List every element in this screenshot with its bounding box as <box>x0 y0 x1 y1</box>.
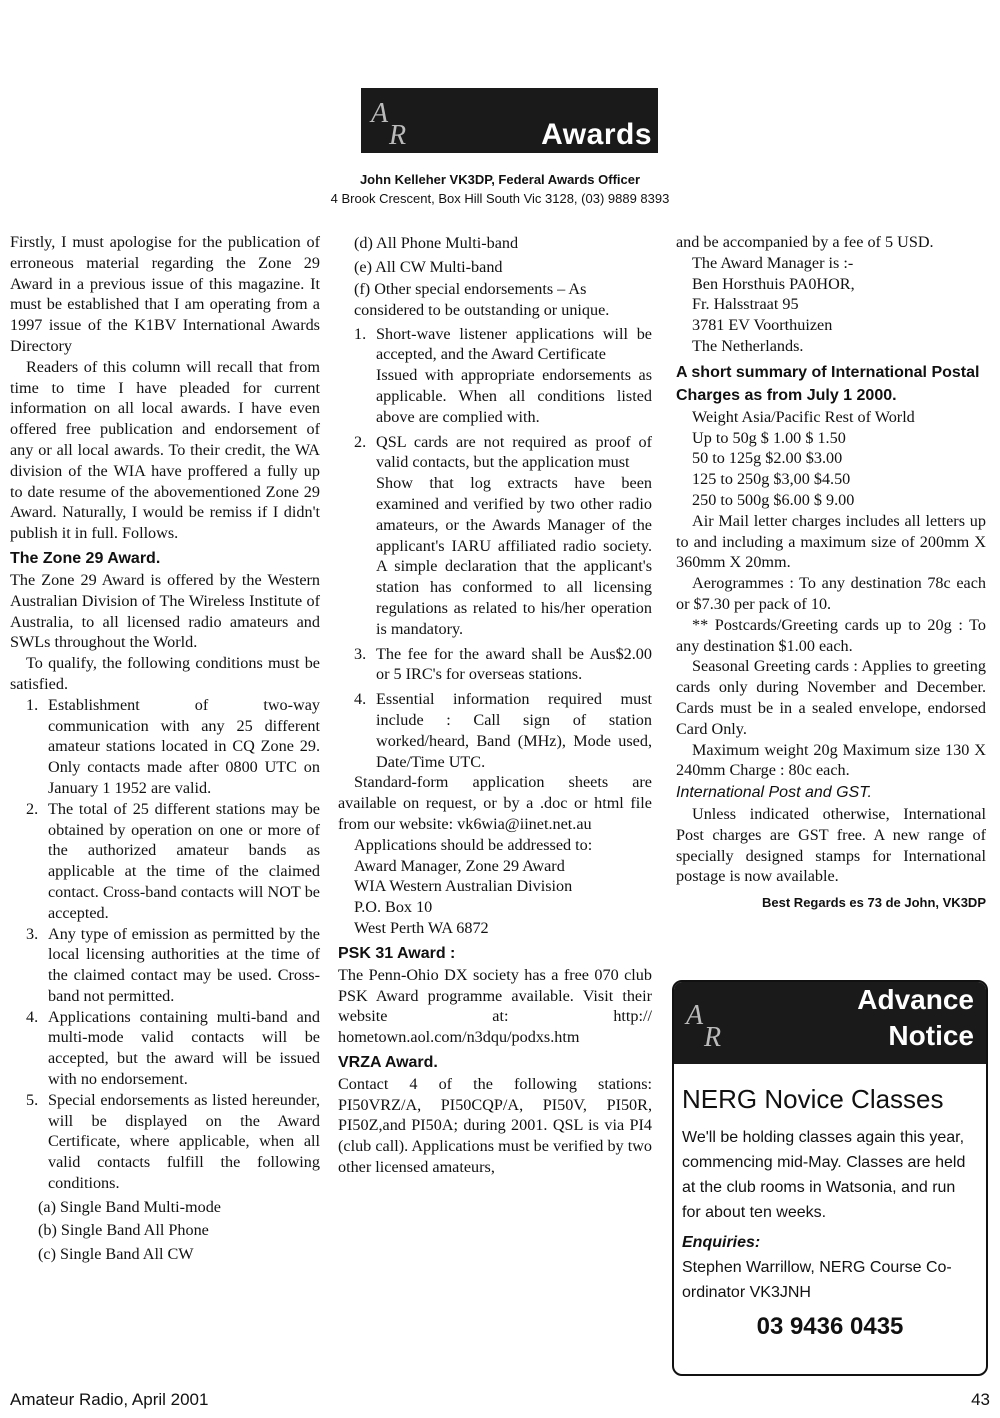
list-item: 4. Applications containing multi-band and multi-mode valid contacts will be accepted, but the award will be issued with no endorsement. <box>26 1007 320 1089</box>
notice-header <box>674 982 986 1064</box>
paragraph: Seasonal Greeting cards : Applies to greeting cards only during November and December. Cards must be in a sealed envelope, endorsed Card Only. <box>676 657 986 738</box>
rate-row: Up to 50g $ 1.00 $ 1.50 <box>692 428 846 447</box>
address-line: The Award Manager is :- <box>692 253 854 272</box>
author-address: 4 Brook Crescent, Box Hill South Vic 3128, (03) 9889 8393 <box>330 191 670 206</box>
paragraph: and be accompanied by a fee of 5 USD. <box>676 233 934 251</box>
list-item-detail: Issued with appropriate endorsements as applicable. When all conditions listed above are complied with. <box>376 366 652 426</box>
heading-zone29: The Zone 29 Award. <box>10 549 161 567</box>
section-header <box>361 88 658 153</box>
paragraph: Readers of this column will recall that from time to time I have pleaded for current information on all local awards. I have even offered free publication and endorsement of any or all local awards. To their credit, the WA division of the WIA have proffered a fully up to date resume of the abovementioned Zone 29 Award. Naturally, I would be remiss if I didn't publish it in full. Follows. <box>10 357 320 543</box>
address-line: WIA Western Australian Division <box>354 877 573 896</box>
heading-postal: A short summary of International Postal Charges as from July 1 2000. <box>676 363 980 404</box>
paragraph: Contact 4 of the following stations: PI50VRZ/A, PI50CQP/A, PI50V, PI50R, PI50Z,and PI50A; during 2001. QSL is via PI4 (club call). Applications must be verified by two other licensed amateurs, <box>338 1074 652 1177</box>
address-line: 3781 EV Voorthuizen <box>692 316 833 335</box>
sub-item: (f) Other special endorsements – As considered to be outstanding or unique. <box>354 280 610 319</box>
svg-text:R: R <box>389 120 407 148</box>
address-line: P.O. Box 10 <box>354 898 433 917</box>
rate-row: Weight Asia/Pacific Rest of World <box>692 407 915 426</box>
notice-title-line1: Advance <box>857 984 974 1015</box>
list-item: 1. Establishment of two-way communication with any 25 different amateur stations located in CQ Zone 29. Only contacts made after 0800 UTC on January 1 1952 are valid. <box>26 695 320 797</box>
svg-text:A: A <box>686 1000 704 1031</box>
address-line: West Perth WA 6872 <box>354 918 489 937</box>
paragraph: Air Mail letter charges includes all letters up to and including a maximum size of 200mm X 360mm X 20mm. <box>676 511 986 572</box>
page-number: 43 <box>971 1390 990 1409</box>
svg-text:R: R <box>704 1022 722 1050</box>
ar-logo-icon <box>682 994 738 1050</box>
paragraph: Unless indicated otherwise, International Post charges are GST free. A new range of specially designed stamps for International postage is now available. <box>676 804 986 886</box>
list-item: 3. The fee for the award shall be Aus$2.00 or 5 IRC's for overseas stations. <box>354 644 652 684</box>
notice-enquiries-label: Enquiries: <box>682 1234 761 1251</box>
sub-item: (c) Single Band All CW <box>38 1244 194 1263</box>
paragraph: The Penn-Ohio DX society has a free 070 club PSK Award programme available. Visit their website at: http:// hometown.aol.com/n3dqu/podxs.htm <box>338 965 652 1047</box>
column-2 <box>338 232 652 1178</box>
subheading-gst: International Post and GST. <box>676 784 872 802</box>
address-line: The Netherlands. <box>692 336 804 355</box>
paragraph: Standard-form application sheets are available on request, or by a .doc or html file from our website: vk6wia@iinet.net.au <box>338 773 652 833</box>
list-item: 3. Any type of emission as permitted by the local licensing authorities at the time of the claimed contact may be used. Cross-band not permitted. <box>26 924 320 1005</box>
paragraph: The Zone 29 Award is offered by the Western Australian Division of The Wireless Institute of Australia, to all licensed radio amateurs and SWLs throughout the World. <box>10 570 320 652</box>
notice-phone: 03 9436 0435 <box>756 1313 904 1340</box>
paragraph: Firstly, I must apologise for the publication of erroneous material regarding the Zone 29 Award in a previous issue of this magazine. It must be established that I am operating from a 1997 issue of the K1BV International Awards Directory <box>10 233 320 355</box>
column-3 <box>676 232 986 914</box>
ar-logo-icon <box>367 92 423 148</box>
paragraph: Maximum weight 20g Maximum size 130 X 240mm Charge : 80c each. <box>676 740 986 780</box>
address-line: Ben Horsthuis PA0HOR, <box>692 274 855 293</box>
advance-notice-box <box>672 980 988 1376</box>
signature: Best Regards es 73 de John, VK3DP <box>762 895 986 911</box>
list-item: 2. QSL cards are not required as proof of valid contacts, but the application must <box>354 432 652 472</box>
heading-vrza: VRZA Award. <box>338 1053 438 1071</box>
author-byline: John Kelleher VK3DP, Federal Awards Officer <box>359 172 641 187</box>
rate-row: 125 to 250g $3,00 $4.50 <box>692 470 851 489</box>
notice-heading: NERG Novice Classes <box>682 1084 944 1114</box>
notice-title-line2: Notice <box>888 1020 974 1051</box>
svg-text:A: A <box>371 98 389 129</box>
address-line: Applications should be addressed to: <box>354 835 593 854</box>
publication-name: Amateur Radio, April 2001 <box>10 1390 209 1409</box>
column-1 <box>10 232 320 1266</box>
notice-contact: Stephen Warrillow, NERG Course Co-ordinator VK3JNH <box>682 1259 952 1301</box>
paragraph: To qualify, the following conditions must be satisfied. <box>10 654 320 693</box>
paragraph: Aerogrammes : To any destination 78c each or $7.30 per pack of 10. <box>676 574 986 613</box>
sub-item: (b) Single Band All Phone <box>38 1221 209 1240</box>
list-item: 2. The total of 25 different stations may be obtained by operation on one or more of the authorized amateur bands as applicable at the time of the claimed contact. Cross-band contacts will NOT be accepted. <box>26 799 320 922</box>
page-footer <box>10 1390 990 1410</box>
list-item: 5. Special endorsements as listed hereunder, will be displayed on the Award Certificate, where applicable, when all valid contacts fulfill the following conditions. <box>26 1090 320 1193</box>
list-item: 4. Essential information required must include : Call sign of station worked/heard, Band (MHz), Mode used, Date/Time UTC. <box>354 690 652 771</box>
sub-item: (a) Single Band Multi-mode <box>38 1197 221 1216</box>
list-item-detail: Show that log extracts have been examined and verified by two other radio amateurs, or the Awards Manager of the applicant's IARU affiliated radio society. A simple declaration that the applicant's station has conformed to all licensing regulations as related to his/her operation is mandatory. <box>376 474 652 638</box>
conditions-list <box>10 695 320 1194</box>
address-line: Award Manager, Zone 29 Award <box>354 856 565 875</box>
notice-body: We'll be holding classes again this year, commencing mid-May. Classes are held at the club rooms in Watsonia, and run for about ten weeks. <box>682 1129 966 1221</box>
section-title: Awards <box>541 118 652 151</box>
rate-row: 50 to 125g $2.00 $3.00 <box>692 449 843 468</box>
list-item: 1. Short-wave listener applications will be accepted, and the Award Certificate <box>354 324 652 364</box>
sub-item: (e) All CW Multi-band <box>354 257 503 276</box>
rules-list <box>338 324 652 773</box>
address-line: Fr. Halsstraat 95 <box>692 295 799 314</box>
paragraph: ** Postcards/Greeting cards up to 20g : To any destination $1.00 each. <box>676 615 986 655</box>
rate-row: 250 to 500g $6.00 $ 9.00 <box>692 490 855 509</box>
sub-item: (d) All Phone Multi-band <box>354 234 519 252</box>
heading-psk31: PSK 31 Award : <box>338 944 456 962</box>
